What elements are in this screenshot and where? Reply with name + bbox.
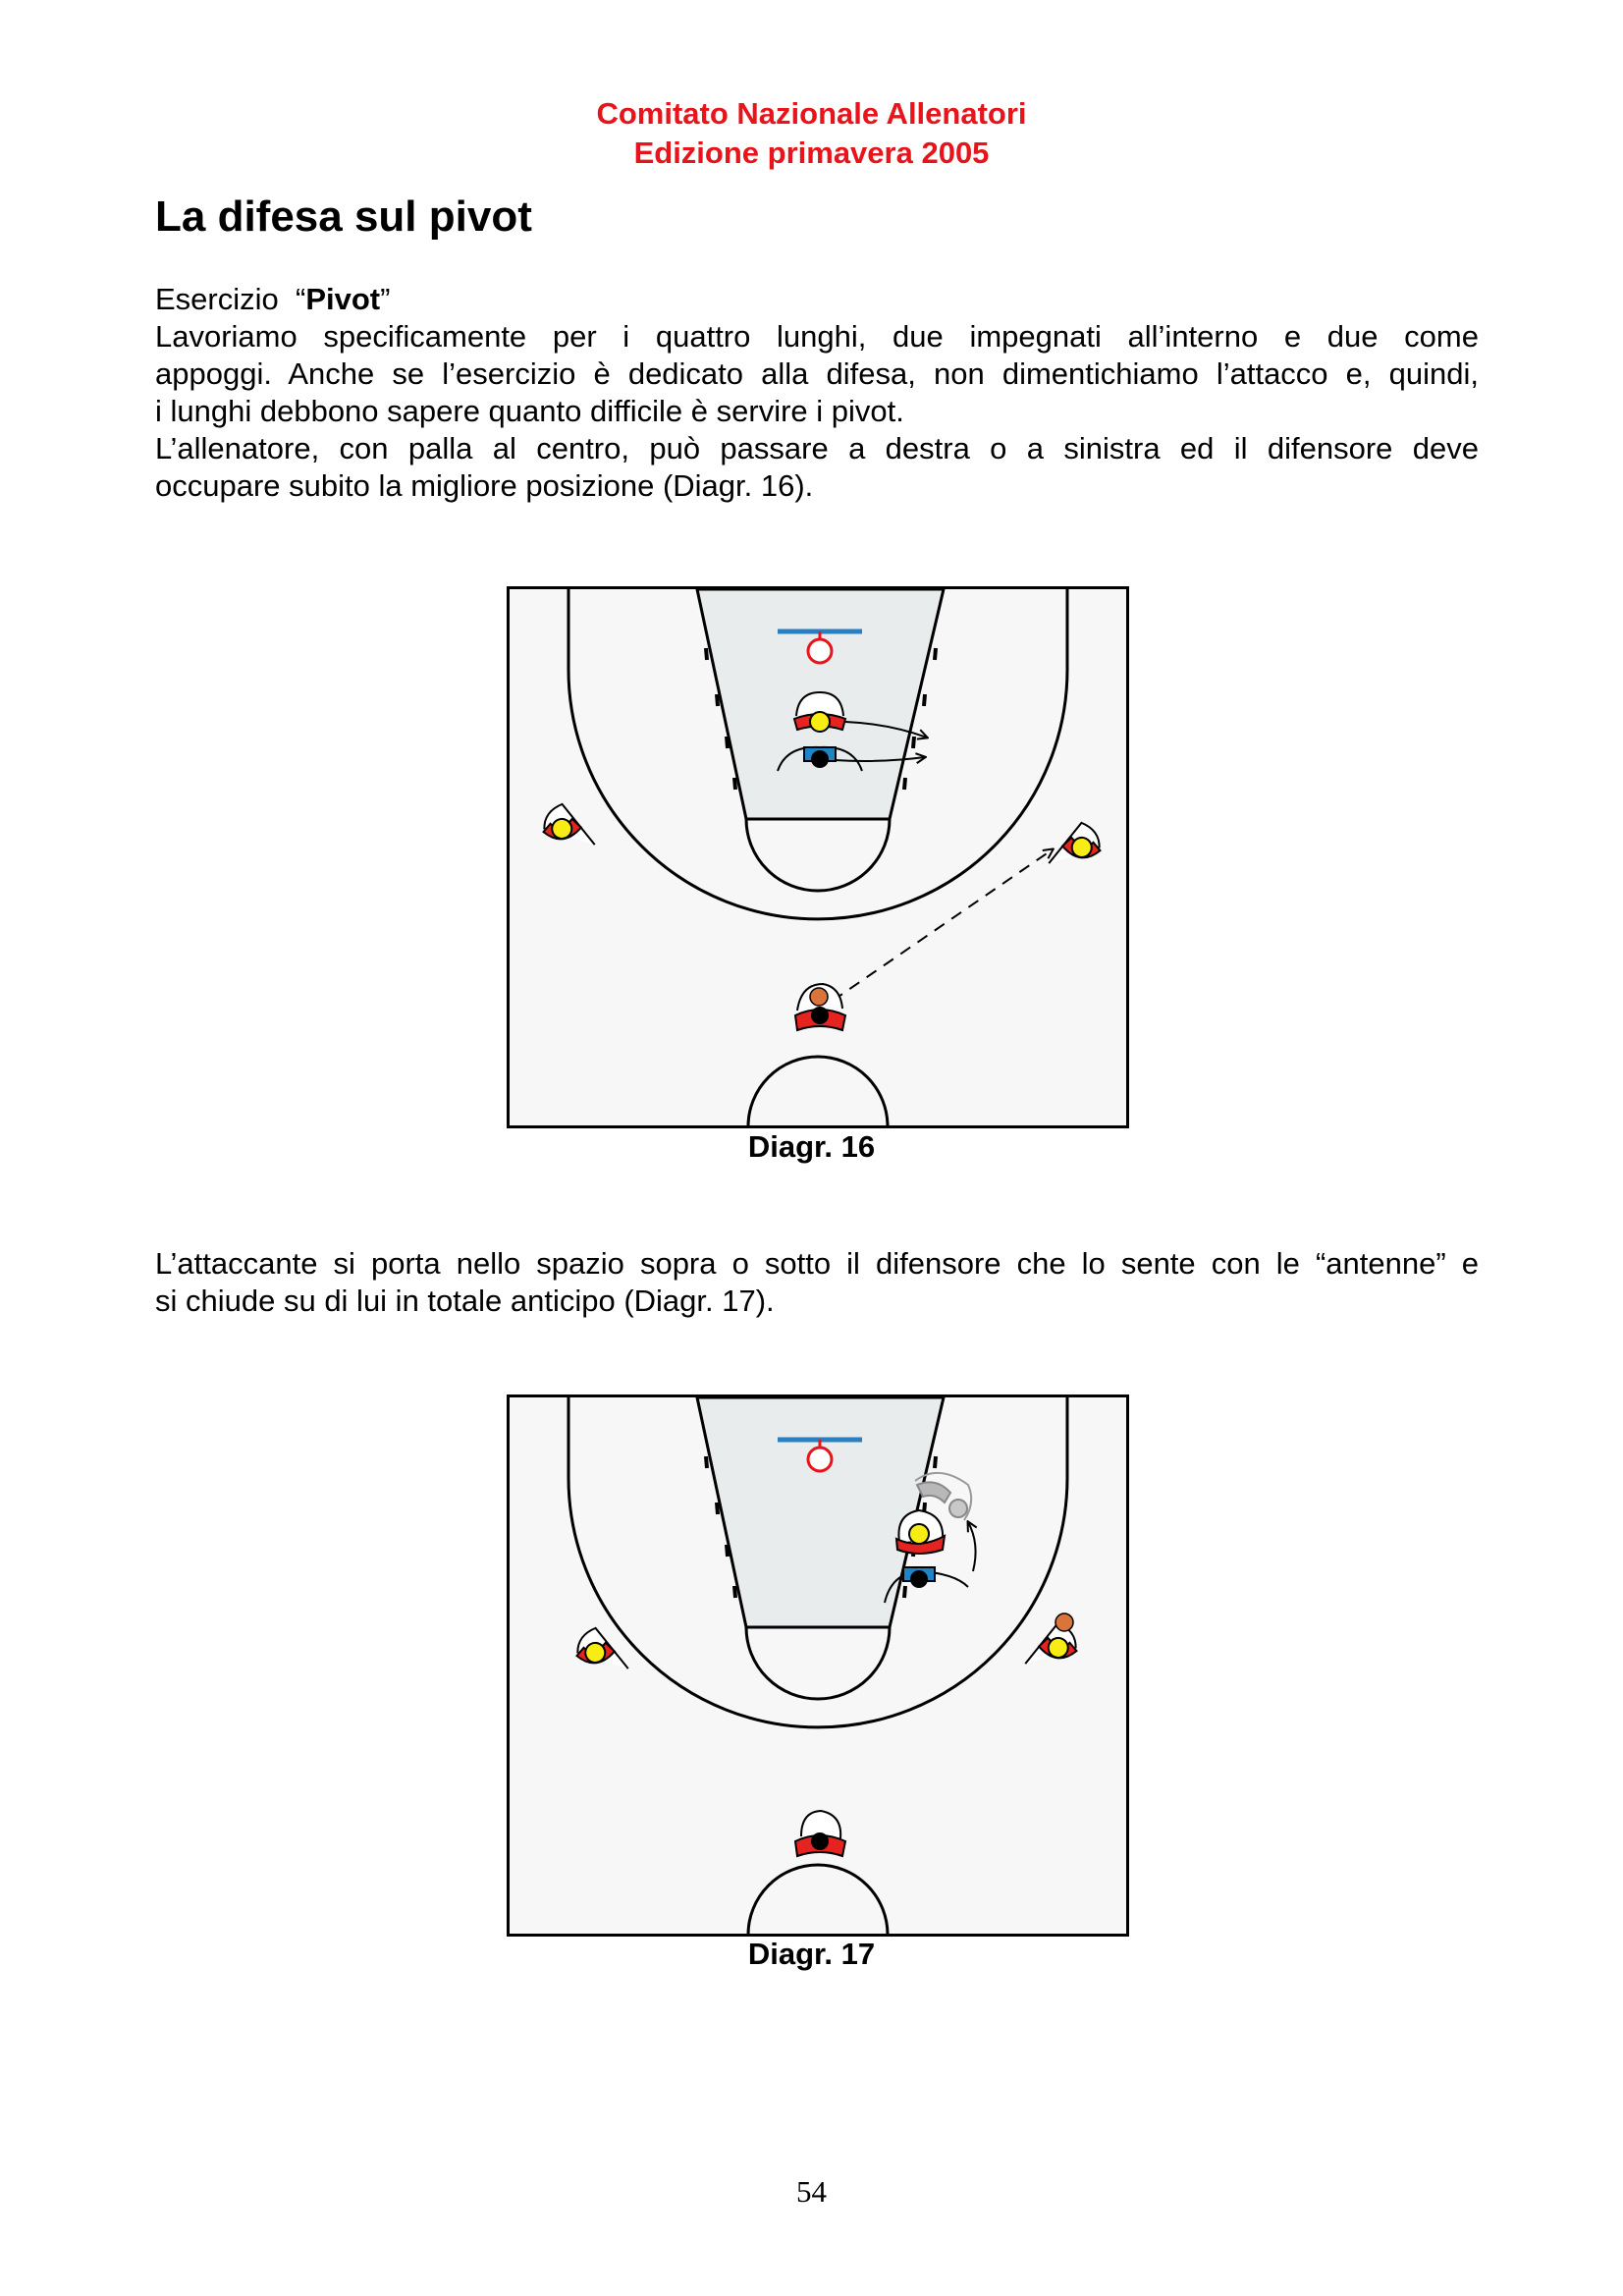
exercise-open-quote: “: [296, 282, 306, 316]
document-header: [0, 94, 1623, 173]
basket-rim: [808, 1448, 832, 1471]
post-attacker: [794, 692, 845, 732]
ball: [810, 988, 828, 1006]
paragraph-2-line-2: si chiude su di lui in totale anticipo (Diagr. 17).: [155, 1284, 775, 1318]
page-number: 54: [796, 2174, 827, 2209]
paragraph-1-line-5: occupare subito la migliore posizione (Diagr. 16).: [155, 468, 814, 503]
diagram-16-caption: Diagr. 16: [747, 1129, 876, 1164]
paragraph-1-line-1: Lavoriamo specificamente per i quattro lunghi, due impegnati all’interno e due come: [155, 319, 1479, 354]
header-line-2: Edizione primavera 2005: [633, 136, 990, 170]
paragraph-1: [155, 318, 1479, 505]
ball: [1055, 1613, 1073, 1631]
exercise-name: Pivot: [305, 282, 381, 316]
diagram-16-court: [507, 586, 1129, 1128]
header-line-1: Comitato Nazionale Allenatori: [596, 96, 1027, 131]
page-title: La difesa sul pivot: [155, 192, 532, 241]
exercise-heading: [155, 281, 1479, 318]
paragraph-2: [155, 1245, 1479, 1320]
exercise-prefix: Esercizio: [155, 282, 279, 316]
diagram-17-caption: Diagr. 17: [747, 1937, 876, 1971]
paragraph-2-line-1: L’attaccante si porta nello spazio sopra o sotto il difensore che lo sente con le “antenne” e: [155, 1246, 1479, 1281]
exercise-close-quote: ”: [380, 282, 391, 316]
paragraph-1-line-2: appoggi. Anche se l’esercizio è dedicato alla difesa, non dimentichiamo l’attacco e, quindi,: [155, 356, 1479, 391]
basket-rim: [808, 639, 832, 663]
paragraph-1-line-4: L’allenatore, con palla al centro, può passare a destra o a sinistra ed il difensore deve: [155, 431, 1479, 465]
paragraph-1-line-3: i lunghi debbono sapere quanto difficile è servire i pivot.: [155, 394, 904, 428]
diagram-17-court: [507, 1394, 1129, 1937]
